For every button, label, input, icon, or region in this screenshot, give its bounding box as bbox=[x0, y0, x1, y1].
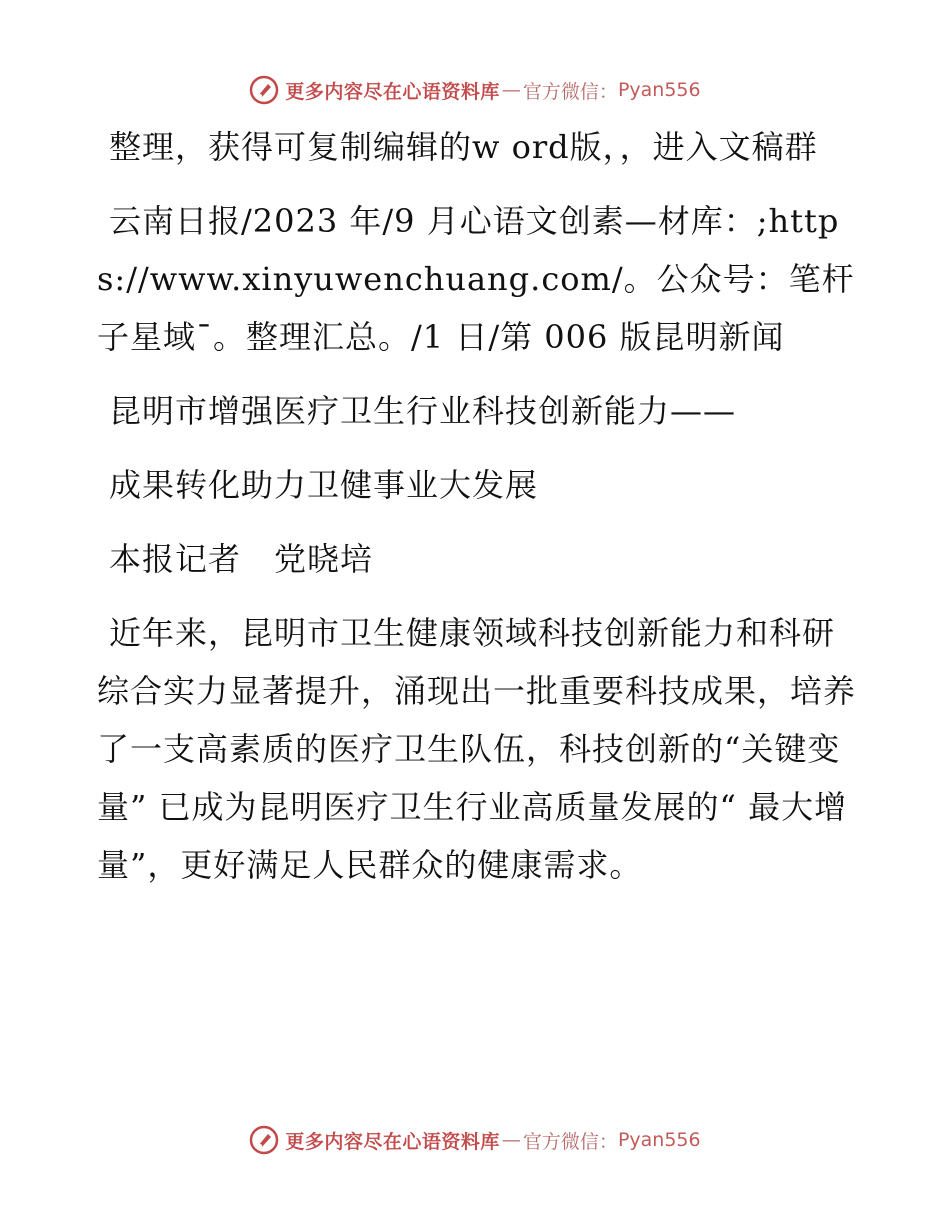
banner-wechat-label: 官方微信： bbox=[522, 1130, 618, 1153]
paragraph-intro: 整理，获得可复制编辑的w ord版，，进入文稿群 bbox=[109, 128, 818, 166]
footer-banner bbox=[0, 1120, 950, 1160]
banner-wechat-id: Pyan556 bbox=[617, 1129, 701, 1151]
banner-wechat-id: Pyan556 bbox=[617, 79, 701, 101]
article-paragraph: 近年来，昆明市卫生健康领域科技创新能力和科研综合实力显著提升，涌现出一批重要科技成果，培养了一支高素质的医疗卫生队伍，科技创新的“关键变量” 已成为昆明医疗卫生行业高质量发展的“ 最大增量”，更好满足人民群众的健康需求。 bbox=[97, 614, 857, 884]
paragraph-source: 云南日报/2023 年/9 月心语文创素—材库：;https://www.xinyuwenchuang.com/。公众号：笔杆子星域¯。整理汇总。/1 日/第 006 版昆明新闻 bbox=[97, 202, 855, 356]
banner-text: 更多内容尽在心语资料库 bbox=[285, 80, 500, 103]
pen-nib-icon bbox=[249, 75, 279, 105]
article-byline: 本报记者 党晓培 bbox=[109, 540, 374, 578]
banner-wechat-label: 官方微信： bbox=[522, 80, 618, 103]
document-body bbox=[97, 118, 857, 910]
article-subheadline: 成果转化助力卫健事业大发展 bbox=[109, 466, 539, 504]
header-banner bbox=[0, 70, 950, 110]
pen-nib-icon bbox=[249, 1125, 279, 1155]
article-headline: 昆明市增强医疗卫生行业科技创新能力—— bbox=[109, 392, 737, 430]
banner-text: 更多内容尽在心语资料库 bbox=[285, 1130, 500, 1153]
banner-dash: — bbox=[501, 1129, 521, 1151]
banner-dash: — bbox=[501, 79, 521, 101]
